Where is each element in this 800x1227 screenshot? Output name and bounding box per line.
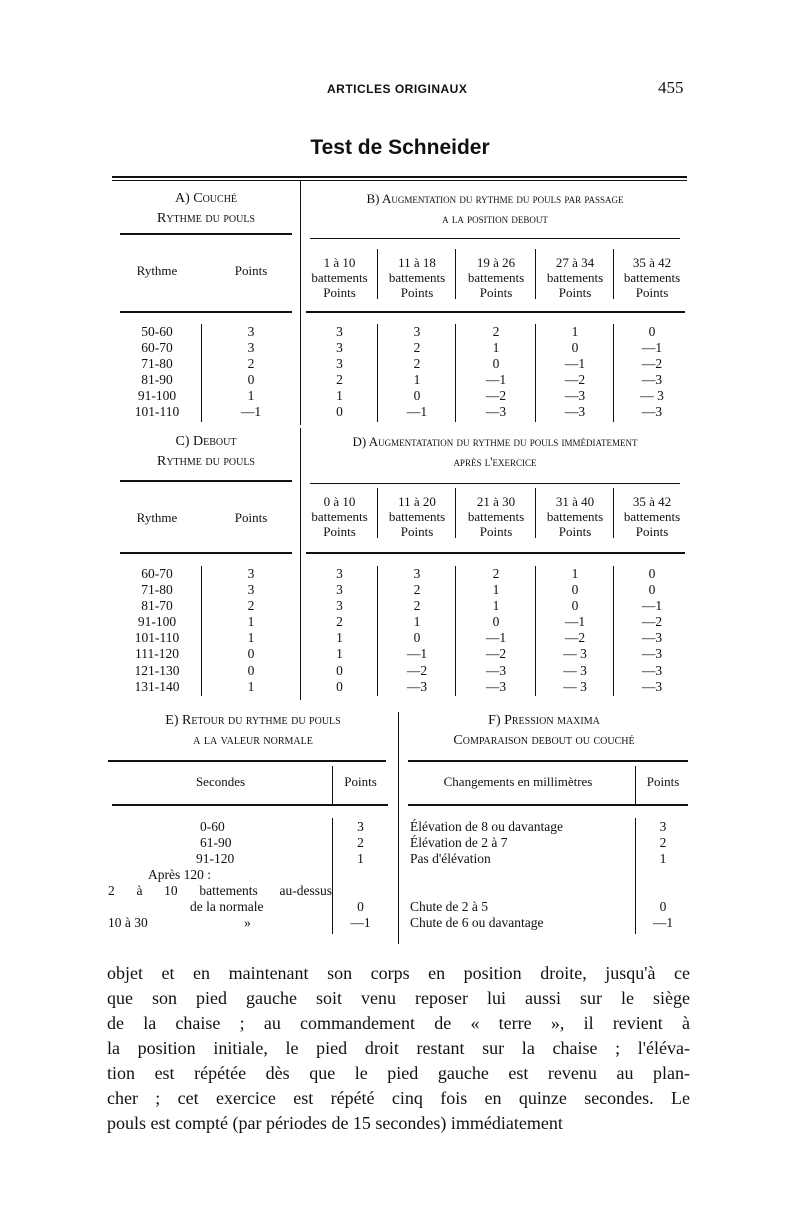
body-line: tion est répétée dès que le pied gauche est revenu au plan- bbox=[107, 1063, 690, 1083]
page-number: 455 bbox=[658, 78, 684, 97]
table-cell: 1 bbox=[247, 630, 255, 646]
b-cell: 2 bbox=[492, 324, 500, 339]
e-header-divider bbox=[332, 766, 333, 806]
running-header: ARTICLES ORIGINAUX bbox=[327, 82, 468, 96]
d-cell: —2 bbox=[406, 662, 428, 678]
d-cell: 0 bbox=[336, 678, 343, 694]
b-col-divider bbox=[377, 249, 378, 299]
table-cell: 71-80 bbox=[141, 582, 173, 598]
e-point-4: 0 bbox=[357, 899, 364, 914]
section-b-title: B) Augmentation du rythme du pouls par passage a la position debout bbox=[366, 191, 624, 226]
d-cell: —2 bbox=[641, 614, 663, 630]
rule-b-title bbox=[310, 238, 680, 239]
c-rythme-col bbox=[112, 566, 202, 695]
table-cell: 71-80 bbox=[141, 356, 173, 372]
e-row-8: » bbox=[244, 915, 251, 930]
section-c-title: C) Debout Rythme du pouls bbox=[156, 434, 255, 469]
d-cell: —3 bbox=[485, 678, 507, 694]
b-cell: —3 bbox=[564, 388, 586, 404]
rule-c-head bbox=[120, 552, 292, 554]
e-row-4: Après 120 : bbox=[148, 867, 211, 882]
a-col-points: Points bbox=[234, 263, 268, 278]
d-cell: 0 bbox=[492, 614, 500, 630]
rule-f-head bbox=[408, 804, 688, 806]
table-cell: 60-70 bbox=[141, 340, 173, 356]
d-col-header-2: 11 à 20 battements Points bbox=[388, 494, 446, 539]
d-cell: 1 bbox=[492, 582, 500, 598]
a-col-rythme: Rythme bbox=[136, 263, 178, 278]
f-row-4: Chute de 2 à 5 bbox=[410, 899, 488, 914]
e-row-3: 91-120 bbox=[196, 851, 235, 866]
d-cell: 0 bbox=[571, 598, 579, 614]
b-cell: 0 bbox=[648, 324, 656, 339]
table-cell: 60-70 bbox=[141, 566, 173, 581]
b-col-divider bbox=[455, 249, 456, 299]
table-cell: 3 bbox=[247, 566, 255, 581]
b-cell: 2 bbox=[413, 356, 421, 372]
rule-e-title bbox=[108, 760, 386, 762]
b-cell: —3 bbox=[641, 404, 663, 420]
section-d-title: D) Augmentatation du rythme du pouls immédiatement après l'exercice bbox=[352, 434, 638, 469]
f-point-5: —1 bbox=[652, 915, 674, 930]
table-cell: 121-130 bbox=[134, 662, 180, 678]
d-cell: —1 bbox=[406, 646, 428, 662]
e-col-secondes: Secondes bbox=[195, 774, 246, 789]
d-cell: 0 bbox=[413, 630, 421, 646]
table-cell: 91-100 bbox=[137, 614, 177, 630]
b-col-divider bbox=[613, 324, 614, 422]
d-col-divider bbox=[535, 488, 536, 538]
rule-f-title bbox=[408, 760, 688, 762]
d-cell: — 3 bbox=[563, 646, 587, 662]
body-paragraph bbox=[107, 961, 690, 1136]
table-cell: 131-140 bbox=[134, 678, 180, 694]
b-cell: —1 bbox=[564, 356, 586, 372]
a-inner-divider bbox=[201, 324, 202, 422]
table-cell: 0 bbox=[247, 662, 255, 678]
a-rythme-col bbox=[112, 324, 202, 421]
table-cell: 0 bbox=[247, 646, 255, 662]
table-cell: 2 bbox=[247, 356, 255, 372]
d-cell: —1 bbox=[564, 614, 586, 630]
b-cell: —3 bbox=[564, 404, 586, 420]
b-col-divider bbox=[613, 249, 614, 299]
d-cell: 0 bbox=[571, 582, 579, 598]
table-cell: 101-110 bbox=[134, 404, 180, 420]
d-col-1 bbox=[301, 566, 378, 695]
table-cell: 111-120 bbox=[135, 646, 179, 662]
table-cell: 101-110 bbox=[134, 630, 180, 646]
b-cell: 3 bbox=[336, 356, 343, 372]
d-col-2 bbox=[378, 566, 456, 695]
section-a-title: A) Couché Rythme du pouls bbox=[156, 191, 255, 226]
f-point-2: 2 bbox=[659, 835, 667, 850]
rule-c-title bbox=[120, 480, 292, 482]
d-cell: —3 bbox=[641, 678, 663, 694]
d-cell: 3 bbox=[336, 566, 343, 581]
table-cell: 81-90 bbox=[141, 372, 173, 388]
d-cell: 0 bbox=[336, 662, 343, 678]
d-cell: 1 bbox=[413, 614, 421, 630]
d-col-divider bbox=[613, 488, 614, 538]
a-points-col bbox=[202, 324, 300, 421]
section-e-title: E) Retour du rythme du pouls a la valeur normale bbox=[165, 713, 341, 748]
c-col-rythme: Rythme bbox=[136, 510, 178, 525]
rule-e-head bbox=[112, 804, 388, 806]
b-col-divider bbox=[455, 324, 456, 422]
f-row-5: Chute de 6 ou davantage bbox=[410, 915, 544, 930]
b-col-header-1: 1 à 10 battements Points bbox=[311, 255, 368, 300]
body-line: la position initiale, le pied droit restant sur la chaise ; l'éléva- bbox=[107, 1038, 690, 1058]
b-cell: 3 bbox=[336, 340, 343, 356]
rule-a-title bbox=[120, 233, 292, 235]
f-point-3: 1 bbox=[659, 851, 667, 866]
b-cell: 1 bbox=[492, 340, 500, 356]
d-col-divider bbox=[455, 488, 456, 538]
d-col-divider bbox=[535, 566, 536, 696]
d-cell: 2 bbox=[336, 614, 343, 630]
b-col-header-3: 19 à 26 battements Points bbox=[467, 255, 525, 300]
top-rule-2 bbox=[112, 180, 687, 181]
d-col-header-1: 0 à 10 battements Points bbox=[311, 494, 368, 539]
b-cell: — 3 bbox=[640, 388, 664, 404]
b-cell: 0 bbox=[492, 356, 500, 372]
b-col-divider bbox=[535, 324, 536, 422]
rule-d-title bbox=[310, 483, 680, 484]
b-col-1 bbox=[301, 324, 378, 421]
divider-ef bbox=[398, 712, 399, 944]
body-line: de la chaise ; au commandement de « terre », il revient à bbox=[107, 1013, 690, 1033]
d-cell: —3 bbox=[485, 662, 507, 678]
b-cell: —1 bbox=[485, 372, 507, 388]
d-cell: 2 bbox=[492, 566, 500, 581]
d-col-5 bbox=[614, 566, 690, 695]
d-col-divider bbox=[613, 566, 614, 696]
body-line: objet et en maintenant son corps en position droite, jusqu'à ce bbox=[107, 963, 690, 983]
b-cell: —2 bbox=[641, 356, 663, 372]
f-point-1: 3 bbox=[659, 819, 667, 834]
b-cell: 3 bbox=[413, 324, 421, 339]
b-cell: —3 bbox=[485, 404, 507, 420]
b-col-header-4: 27 à 34 battements Points bbox=[546, 255, 604, 300]
b-cell: —1 bbox=[641, 340, 663, 356]
d-col-header-4: 31 à 40 battements Points bbox=[546, 494, 604, 539]
d-cell: 1 bbox=[492, 598, 500, 614]
table-cell: 1 bbox=[247, 388, 255, 404]
c-points-col bbox=[202, 566, 300, 695]
section-f-title: F) Pression maxima Comparaison debout ou couché bbox=[453, 713, 635, 748]
table-cell: 1 bbox=[247, 678, 255, 694]
e-row-2: 61-90 bbox=[200, 835, 232, 850]
e-point-1: 3 bbox=[357, 819, 364, 834]
d-cell: 1 bbox=[336, 630, 343, 646]
b-cell: 1 bbox=[571, 324, 579, 339]
page-title: Test de Schneider bbox=[310, 136, 490, 159]
b-cell: —1 bbox=[406, 404, 428, 420]
f-point-4: 0 bbox=[659, 899, 667, 914]
e-row-6: de la normale bbox=[190, 899, 264, 914]
body-line: cher ; cet exercice est répété cinq fois en quinze secondes. Le bbox=[107, 1088, 690, 1108]
table-cell: —1 bbox=[240, 404, 262, 420]
d-col-divider bbox=[377, 488, 378, 538]
e-point-2: 2 bbox=[357, 835, 364, 850]
b-col-divider bbox=[535, 249, 536, 299]
b-col-header-2: 11 à 18 battements Points bbox=[388, 255, 446, 300]
d-cell: 1 bbox=[571, 566, 579, 581]
rule-b-head bbox=[306, 311, 685, 313]
e-row-1: 0-60 bbox=[200, 819, 225, 834]
table-cell: 1 bbox=[247, 614, 255, 630]
body-line: pouls est compté (par périodes de 15 secondes) immédiatement bbox=[107, 1113, 563, 1133]
table-cell: 91-100 bbox=[137, 388, 177, 404]
b-cell: —2 bbox=[564, 372, 586, 388]
d-cell: —1 bbox=[641, 598, 663, 614]
b-cell: 0 bbox=[336, 404, 343, 420]
e-point-3: 1 bbox=[357, 851, 364, 866]
d-cell: —3 bbox=[406, 678, 428, 694]
b-col-4 bbox=[536, 324, 614, 421]
d-col-header-3: 21 à 30 battements Points bbox=[467, 494, 525, 539]
top-rule bbox=[112, 176, 687, 178]
b-cell: 0 bbox=[571, 340, 579, 356]
d-cell: 0 bbox=[648, 582, 656, 598]
d-cell: 0 bbox=[648, 566, 656, 581]
d-cell: 2 bbox=[413, 598, 421, 614]
b-cell: 2 bbox=[336, 372, 343, 388]
e-row-7: 10 à 30 bbox=[108, 915, 148, 930]
d-cell: —2 bbox=[564, 630, 586, 646]
d-col-3 bbox=[456, 566, 536, 695]
f-row-1: Élévation de 8 ou davantage bbox=[410, 819, 563, 834]
d-cell: 3 bbox=[413, 566, 421, 581]
d-cell: —1 bbox=[485, 630, 507, 646]
f-header-divider bbox=[635, 766, 636, 806]
e-row-5: 2 à 10 battements au-dessus bbox=[108, 883, 332, 898]
d-cell: 3 bbox=[336, 598, 343, 614]
d-cell: 2 bbox=[413, 582, 421, 598]
d-col-4 bbox=[536, 566, 614, 695]
d-cell: —2 bbox=[485, 646, 507, 662]
table-cell: 3 bbox=[247, 582, 255, 598]
b-col-header-5: 35 à 42 battements Points bbox=[623, 255, 681, 300]
table-cell: 0 bbox=[247, 372, 255, 388]
d-cell: —3 bbox=[641, 662, 663, 678]
d-col-header-5: 35 à 42 battements Points bbox=[623, 494, 681, 539]
table-cell: 81-70 bbox=[141, 598, 173, 614]
b-cell: 1 bbox=[336, 388, 343, 404]
b-cell: 2 bbox=[413, 340, 421, 356]
b-col-divider bbox=[377, 324, 378, 422]
body-line: que son pied gauche soit venu reposer lui aussi sur le siège bbox=[107, 988, 690, 1008]
rule-d-head bbox=[306, 552, 685, 554]
d-cell: 3 bbox=[336, 582, 343, 598]
b-cell: 0 bbox=[413, 388, 421, 404]
d-col-divider bbox=[377, 566, 378, 696]
rule-a-head bbox=[120, 311, 292, 313]
b-cell: 1 bbox=[413, 372, 421, 388]
d-cell: —3 bbox=[641, 646, 663, 662]
e-col-points: Points bbox=[344, 774, 377, 789]
d-cell: —3 bbox=[641, 630, 663, 646]
table-cell: 3 bbox=[247, 324, 255, 339]
b-cell: —2 bbox=[485, 388, 507, 404]
d-cell: — 3 bbox=[563, 662, 587, 678]
d-cell: 1 bbox=[336, 646, 343, 662]
table-cell: 50-60 bbox=[141, 324, 173, 339]
b-cell: 3 bbox=[336, 324, 343, 339]
b-cell: —3 bbox=[641, 372, 663, 388]
table-cell: 2 bbox=[247, 598, 255, 614]
f-col-points: Points bbox=[646, 774, 680, 789]
f-col-changements: Changements en millimètres bbox=[443, 774, 593, 789]
f-row-3: Pas d'élévation bbox=[410, 851, 491, 866]
f-row-2: Élévation de 2 à 7 bbox=[410, 835, 508, 850]
c-inner-divider bbox=[201, 566, 202, 696]
b-col-3 bbox=[456, 324, 536, 421]
d-cell: — 3 bbox=[563, 678, 587, 694]
table-cell: 3 bbox=[247, 340, 255, 356]
e-point-5: —1 bbox=[350, 915, 371, 930]
b-col-2 bbox=[378, 324, 456, 421]
d-col-divider bbox=[455, 566, 456, 696]
b-col-5 bbox=[614, 324, 690, 421]
c-col-points: Points bbox=[234, 510, 268, 525]
